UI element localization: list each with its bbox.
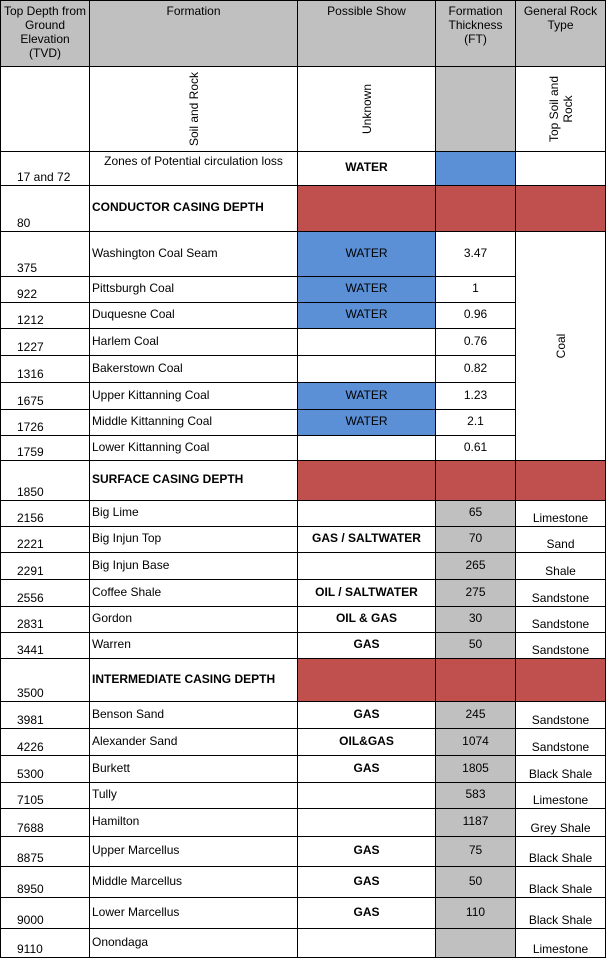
table-row-depth (0, 461, 90, 501)
rock-value: Limestone (532, 793, 589, 807)
table-row-formation (90, 580, 298, 607)
formation-name: Onondaga (92, 935, 149, 949)
formation-name: Burkett (92, 761, 131, 775)
table-row-thickness (436, 303, 516, 329)
table-row-formation (90, 867, 298, 898)
table-row-thickness (436, 329, 516, 356)
table-row-depth (0, 277, 90, 303)
depth-value: 17 and 72 (17, 170, 71, 184)
table-row-depth (0, 898, 90, 929)
depth-value: 2556 (17, 591, 44, 605)
table-row-formation (90, 837, 298, 867)
table-row-formation (90, 329, 298, 356)
table-row-show (298, 898, 436, 929)
table-row-show (298, 501, 436, 527)
table-row-formation (90, 527, 298, 553)
table-row-show (298, 436, 436, 461)
rock-value: Limestone (532, 511, 589, 525)
table-row-depth (0, 837, 90, 867)
rock-top-soil: Top Soil and Rock (546, 75, 575, 143)
depth-value: 8950 (17, 882, 44, 896)
formation-name: Middle Marcellus (92, 874, 183, 888)
table-row-depth (0, 186, 90, 232)
table-row-depth (0, 553, 90, 580)
thickness-value: 583 (465, 787, 486, 801)
table-row-show (298, 783, 436, 809)
table-row-formation (90, 186, 298, 232)
depth-value: 9110 (17, 942, 43, 956)
formation-name: Upper Kittanning Coal (92, 388, 210, 402)
header-rock-value (516, 67, 606, 152)
table-row-rock (516, 633, 606, 659)
show-value: GAS (353, 843, 380, 857)
formation-name: Tully (92, 787, 117, 801)
show-value: GAS / SALTWATER (312, 531, 421, 545)
table-row-depth (0, 809, 90, 837)
formation-name: Bakerstown Coal (92, 361, 183, 375)
table-row-rock (516, 809, 606, 837)
formation-name: Pittsburgh Coal (92, 281, 175, 295)
table-row-show (298, 152, 436, 186)
table-row-depth (0, 356, 90, 383)
formation-name: Big Injun Top (92, 531, 162, 545)
table-row-formation (90, 152, 298, 186)
table-row-depth (0, 152, 90, 186)
formation-name: Zones of Potential circulation loss (104, 154, 283, 168)
table-row-thickness (436, 553, 516, 580)
rock-value: Sandstone (531, 713, 590, 727)
table-row-rock (516, 929, 606, 958)
rock-value: Black Shale (528, 851, 593, 865)
formation-name: Upper Marcellus (92, 843, 180, 857)
table-row-formation (90, 553, 298, 580)
table-row-rock (516, 461, 606, 501)
table-row-depth (0, 580, 90, 607)
table-row-rock (516, 783, 606, 809)
thickness-value: 1805 (462, 761, 489, 775)
table-row-thickness (436, 461, 516, 501)
rock-value: Sand (546, 537, 575, 551)
show-value: WATER (345, 281, 388, 295)
table-row-depth (0, 756, 90, 783)
formation-name: Lower Kittanning Coal (92, 440, 210, 454)
table-row-thickness (436, 633, 516, 659)
depth-value: 2221 (17, 537, 44, 551)
table-row-thickness (436, 356, 516, 383)
show-value: GAS (353, 905, 380, 919)
thickness-value: 275 (465, 585, 486, 599)
thickness-value: 1 (472, 281, 479, 295)
table-row-thickness (436, 659, 516, 702)
table-row-depth (0, 303, 90, 329)
table-row-show (298, 277, 436, 303)
thickness-value: 1.23 (463, 388, 488, 402)
table-row-depth (0, 633, 90, 659)
thickness-value: 3.47 (463, 246, 488, 260)
depth-value: 922 (17, 287, 38, 301)
table-row-thickness (436, 837, 516, 867)
depth-value: 3441 (17, 643, 44, 657)
table-row-thickness (436, 580, 516, 607)
rock-value: Shale (545, 564, 576, 578)
table-row-rock (516, 898, 606, 929)
table-row-rock (516, 501, 606, 527)
formation-name: SURFACE CASING DEPTH (92, 472, 244, 486)
table-row-formation (90, 929, 298, 958)
table-row-thickness (436, 383, 516, 410)
thickness-value: 50 (468, 637, 483, 651)
table-row-show (298, 232, 436, 277)
formation-name: Big Injun Base (92, 558, 170, 572)
thickness-value: 0.76 (463, 334, 488, 348)
formation-name: Big Lime (92, 505, 139, 519)
table-row-rock (516, 553, 606, 580)
table-row-depth (0, 607, 90, 633)
show-unknown: Unknown (359, 83, 374, 135)
table-row-thickness (436, 729, 516, 756)
show-value: GAS (353, 637, 380, 651)
rock-value: Sandstone (531, 591, 590, 605)
table-row-show (298, 867, 436, 898)
rock-value: Black Shale (528, 913, 593, 927)
thickness-value: 65 (468, 505, 483, 519)
table-row-rock (516, 837, 606, 867)
thickness-value: 265 (465, 558, 486, 572)
thickness-value: 70 (468, 531, 483, 545)
depth-value: 1850 (17, 485, 44, 499)
table-row-show (298, 329, 436, 356)
depth-value: 3500 (17, 686, 44, 700)
table-row-rock (516, 756, 606, 783)
table-row-thickness (436, 702, 516, 729)
table-row-thickness (436, 756, 516, 783)
header-formation-value (90, 67, 298, 152)
table-row-rock (516, 607, 606, 633)
show-value: OIL&GAS (339, 734, 394, 748)
table-row-formation (90, 898, 298, 929)
formation-name: Hamilton (92, 814, 140, 828)
table-row-depth (0, 729, 90, 756)
formation-name: Gordon (92, 611, 133, 625)
thickness-value: 75 (468, 843, 483, 857)
table-row-thickness (436, 501, 516, 527)
formation-soil-rock: Soil and Rock (186, 71, 201, 147)
formation-name: Warren (92, 637, 131, 651)
table-row-rock (516, 659, 606, 702)
table-row-rock (516, 729, 606, 756)
table-row-formation (90, 633, 298, 659)
table-row-thickness (436, 232, 516, 277)
table-row-thickness (436, 436, 516, 461)
table-row-show (298, 356, 436, 383)
thickness-value: 30 (468, 611, 483, 625)
depth-value: 2156 (17, 511, 44, 525)
table-row-formation (90, 410, 298, 436)
header-rock-type: General Rock Type (516, 0, 606, 67)
table-row-depth (0, 929, 90, 958)
formation-name: Harlem Coal (92, 334, 159, 348)
thickness-value: 2.1 (467, 414, 484, 428)
table-row-show (298, 580, 436, 607)
rock-value: Limestone (532, 942, 589, 956)
table-row-show (298, 410, 436, 436)
table-row-rock (516, 527, 606, 553)
table-row-show (298, 702, 436, 729)
rock-value: Grey Shale (530, 821, 591, 835)
table-row-formation (90, 232, 298, 277)
table-row-show (298, 837, 436, 867)
depth-value: 8875 (17, 851, 44, 865)
depth-value: 9000 (17, 913, 44, 927)
formation-name: Alexander Sand (92, 734, 178, 748)
table-row-formation (90, 501, 298, 527)
table-row-formation (90, 277, 298, 303)
table-row-formation (90, 303, 298, 329)
table-row-formation (90, 729, 298, 756)
show-value: WATER (345, 307, 388, 321)
thickness-value: 110 (465, 905, 486, 919)
table-row-thickness (436, 410, 516, 436)
coal-label: Coal (553, 333, 568, 359)
table-row-thickness (436, 152, 516, 186)
table-row-formation (90, 702, 298, 729)
table-row-show (298, 553, 436, 580)
table-row-formation (90, 436, 298, 461)
table-row-show (298, 809, 436, 837)
rock-type-coal-merged (516, 232, 606, 461)
table-row-thickness (436, 527, 516, 553)
depth-value: 5300 (17, 767, 44, 781)
table-row-depth (0, 329, 90, 356)
table-row-formation (90, 659, 298, 702)
show-value: OIL & GAS (335, 611, 398, 625)
table-row-depth (0, 436, 90, 461)
header-depth-blank (0, 67, 90, 152)
show-value: GAS (353, 761, 380, 775)
table-row-thickness (436, 898, 516, 929)
table-row-depth (0, 410, 90, 436)
depth-value: 4226 (17, 740, 44, 754)
table-row-show (298, 383, 436, 410)
depth-value: 1316 (17, 367, 44, 381)
table-row-thickness (436, 929, 516, 958)
header-thickness: Formation Thickness (FT) (436, 0, 516, 67)
table-row-rock (516, 702, 606, 729)
table-row-show (298, 303, 436, 329)
thickness-value: 0.61 (463, 440, 488, 454)
header-thickness-blank (436, 67, 516, 152)
table-row-thickness (436, 277, 516, 303)
formation-name: Benson Sand (92, 707, 165, 721)
table-row-depth (0, 232, 90, 277)
depth-value: 3981 (17, 713, 44, 727)
table-row-formation (90, 783, 298, 809)
formation-name: Lower Marcellus (92, 905, 180, 919)
table-row-show (298, 186, 436, 232)
formation-name: Washington Coal Seam (92, 246, 218, 260)
table-row-rock (516, 580, 606, 607)
table-row-formation (90, 356, 298, 383)
table-row-rock (516, 186, 606, 232)
header-formation: Formation (90, 0, 298, 67)
table-row-show (298, 729, 436, 756)
thickness-value: 0.82 (463, 361, 488, 375)
show-value: WATER (345, 160, 388, 174)
table-row-formation (90, 607, 298, 633)
thickness-value: 0.96 (463, 307, 488, 321)
table-row-rock (516, 867, 606, 898)
table-row-depth (0, 783, 90, 809)
table-row-show (298, 607, 436, 633)
thickness-value: 50 (468, 874, 483, 888)
depth-value: 1227 (17, 340, 44, 354)
depth-value: 7688 (17, 821, 44, 835)
table-row-thickness (436, 867, 516, 898)
table-row-formation (90, 756, 298, 783)
table-row-thickness (436, 783, 516, 809)
table-row-show (298, 461, 436, 501)
show-value: GAS (353, 874, 380, 888)
table-row-depth (0, 527, 90, 553)
formation-name: Middle Kittanning Coal (92, 414, 213, 428)
table-row-show (298, 929, 436, 958)
formation-name: INTERMEDIATE CASING DEPTH (92, 672, 276, 686)
depth-value: 1212 (17, 313, 44, 327)
rock-value: Black Shale (528, 767, 593, 781)
table-row-show (298, 659, 436, 702)
rock-value: Black Shale (528, 882, 593, 896)
header-depth: Top Depth from Ground Elevation (TVD) (0, 0, 90, 67)
rock-value: Sandstone (531, 740, 590, 754)
formation-name: Coffee Shale (92, 585, 162, 599)
table-row-show (298, 756, 436, 783)
header-show-value (298, 67, 436, 152)
table-row-thickness (436, 186, 516, 232)
depth-value: 1726 (17, 420, 44, 434)
table-row-formation (90, 809, 298, 837)
header-possible-show: Possible Show (298, 0, 436, 67)
table-row-show (298, 633, 436, 659)
depth-value: 2831 (17, 617, 44, 631)
depth-value: 2291 (17, 564, 44, 578)
thickness-value: 245 (465, 707, 486, 721)
table-row-depth (0, 501, 90, 527)
table-row-thickness (436, 809, 516, 837)
show-value: WATER (345, 388, 388, 402)
depth-value: 375 (17, 261, 38, 275)
thickness-value: 1074 (462, 734, 489, 748)
show-value: WATER (345, 414, 388, 428)
table-row-depth (0, 383, 90, 410)
rock-value: Sandstone (531, 617, 590, 631)
table-row-depth (0, 702, 90, 729)
show-value: WATER (345, 246, 388, 260)
thickness-value: 1187 (462, 814, 489, 828)
depth-value: 1759 (17, 445, 44, 459)
table-row-formation (90, 461, 298, 501)
formation-name: CONDUCTOR CASING DEPTH (92, 200, 264, 214)
table-row-thickness (436, 607, 516, 633)
formation-name: Duquesne Coal (92, 307, 175, 321)
rock-value: Sandstone (531, 643, 590, 657)
depth-value: 7105 (17, 793, 44, 807)
depth-value: 1675 (17, 394, 44, 408)
show-value: OIL / SALTWATER (315, 585, 418, 599)
table-row-rock (516, 152, 606, 186)
show-value: GAS (353, 707, 380, 721)
table-row-depth (0, 867, 90, 898)
depth-value: 80 (17, 216, 31, 230)
table-row-depth (0, 659, 90, 702)
table-row-show (298, 527, 436, 553)
table-row-formation (90, 383, 298, 410)
